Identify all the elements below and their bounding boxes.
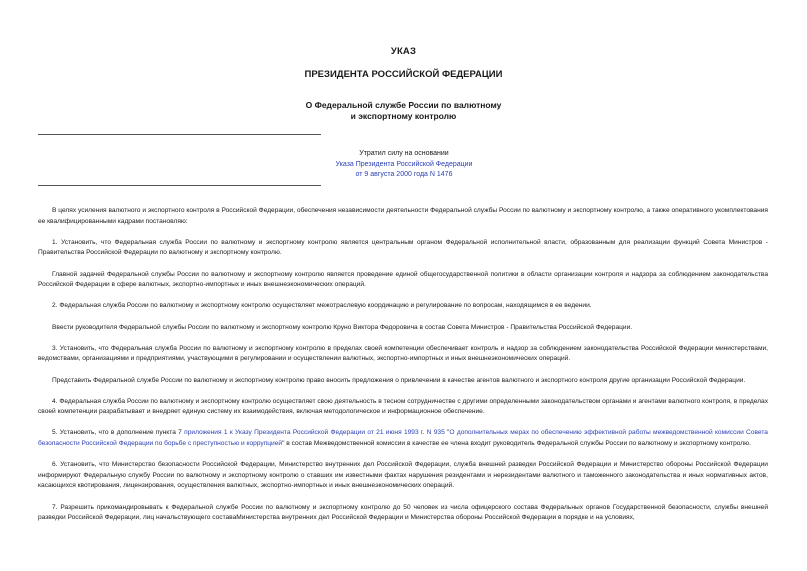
paragraph-5-intro: 5. Установить, что в дополнение пункта 7: [52, 429, 185, 437]
paragraph-5-rest: " в состав Межведомственной комиссии в качестве ее члена входит руководитель Федеральной службы России по валютному и экспортному контролю.: [282, 440, 751, 448]
void-note-text: Утратил силу на основании: [359, 150, 449, 157]
paragraph-3: 3. Установить, что Федеральная служба России по валютному и экспортному контролю в пределах своей компетенции обеспечивает контроль и надзор за соблюдением законодательства Российской Федерации министерствами, ведомствами, организациями и предприятиями, участвующими в регулировании и осуществлении валютных, экспортно-импортных и иных внешнеэкономических операций.: [38, 344, 768, 363]
paragraph-7: 7. Разрешить прикомандировывать к Федеральной службе России по валютному и экспортному контролю до 50 человек из числа офицерского состава Федеральных органов Государственной безопасности, службы внешней разведки Российской Федерации, лиц начальствующего составаМинистерства внутренних дел Российской Федерации и Министерства обороны Российской Федерации в порядке и на условиях,: [38, 503, 768, 522]
document-subject-title: [0, 100, 807, 122]
paragraph-2-appointment: Ввести руководителя Федеральной службы России по валютному и экспортному контролю Круно Виктора Федоровича в состав Совета Министров - Правительства Российской Федерации.: [52, 323, 633, 331]
issuer-title: ПРЕЗИДЕНТА РОССИЙСКОЙ ФЕДЕРАЦИИ: [304, 69, 503, 80]
repealing-decree-link-line1: Указа Президента Российской Федерации: [335, 160, 473, 168]
divider-top: [38, 134, 321, 135]
paragraph-5-quote-open: ": [444, 429, 450, 437]
paragraph-5: [38, 428, 768, 449]
repealing-decree-link[interactable]: [300, 160, 508, 181]
paragraph-1: 1. Установить, что Федеральная служба России по валютному и экспортному контролю является центральным органом Федеральной исполнительной власти, образованным для реализации функций Совета Министров - Правительства Российской Федерации по валютному и экспортному контролю.: [38, 238, 768, 257]
paragraph-2: 2. Федеральная служба России по валютному и экспортному контролю осуществляет межотраслевую координацию и регулирование по вопросам, находящимся в ее ведении.: [52, 302, 592, 310]
divider-bottom: [38, 185, 321, 186]
subject-line-2: и экспортному контролю: [350, 111, 457, 121]
document-body: [38, 206, 768, 534]
decree-935-appendix-link[interactable]: приложения 1 к Указу Президента Российской Федерации от 21 июня 1993 г. N 935: [184, 429, 445, 437]
paragraph-preamble: В целях усиления валютного и экспортного контроля в Российской Федерации, обеспечения независимости деятельности Федеральной службы России по валютному и экспортному контролю, а также оперативного укомплектования ее квалифицированными кадрами постановляю:: [38, 207, 768, 225]
decree-935-title-link[interactable]: О дополнительных мерах по обеспечению эффективной работы межведомственной комиссии Совета безопасности Российской Федерации по борьбе с преступностью и коррупцией: [38, 429, 768, 448]
subject-line-1: О Федеральной службе России по валютному: [305, 100, 502, 110]
paragraph-3-agents: Представить Федеральной службе России по валютному и экспортному контролю право вносить предложения о привлечении в качестве агентов валютного и экспортного контроля другие организации Российской Федерации.: [52, 376, 746, 384]
void-status-note: [300, 149, 508, 181]
paragraph-4: 4. Федеральная служба России по валютному и экспортному контролю осуществляет свою деятельность в тесном сотрудничестве с другими определенными законодательством органами и агентами валютного контроля, в пределах своей компетенции разрабатывает и внедряет единую систему их взаимодействия, включая методологическое и информационное обеспечение.: [38, 397, 768, 416]
paragraph-1-main-task: Главной задачей Федеральной службы России по валютному и экспортному контролю является проведение единой общегосударственной политики в области организации контроля и надзора за соблюдением законодательства Российской Федерации в сфере валютных, экспортно-импортных и иных внешнеэкономических операций.: [38, 270, 768, 289]
repealing-decree-link-line2: от 9 августа 2000 года N 1476: [355, 171, 453, 178]
paragraph-6: 6. Установить, что Министерство безопасности Российской Федерации, Министерство внутренних дел Российской Федерации, служба внешней разведки Российской Федерации и Министерство обороны Российской Федерации информируют Федеральную службу России по валютному и экспортному контролю о ставших им известными фактах нарушения резидентами и нерезидентами валютного и таможенного законодательства и иных нормативных актов, касающихся квотирования, лицензирования, осуществления валютных, экспортно-импортных и иных внешнеэкономических операций.: [38, 461, 768, 490]
document-type-title: УКАЗ: [390, 46, 417, 57]
